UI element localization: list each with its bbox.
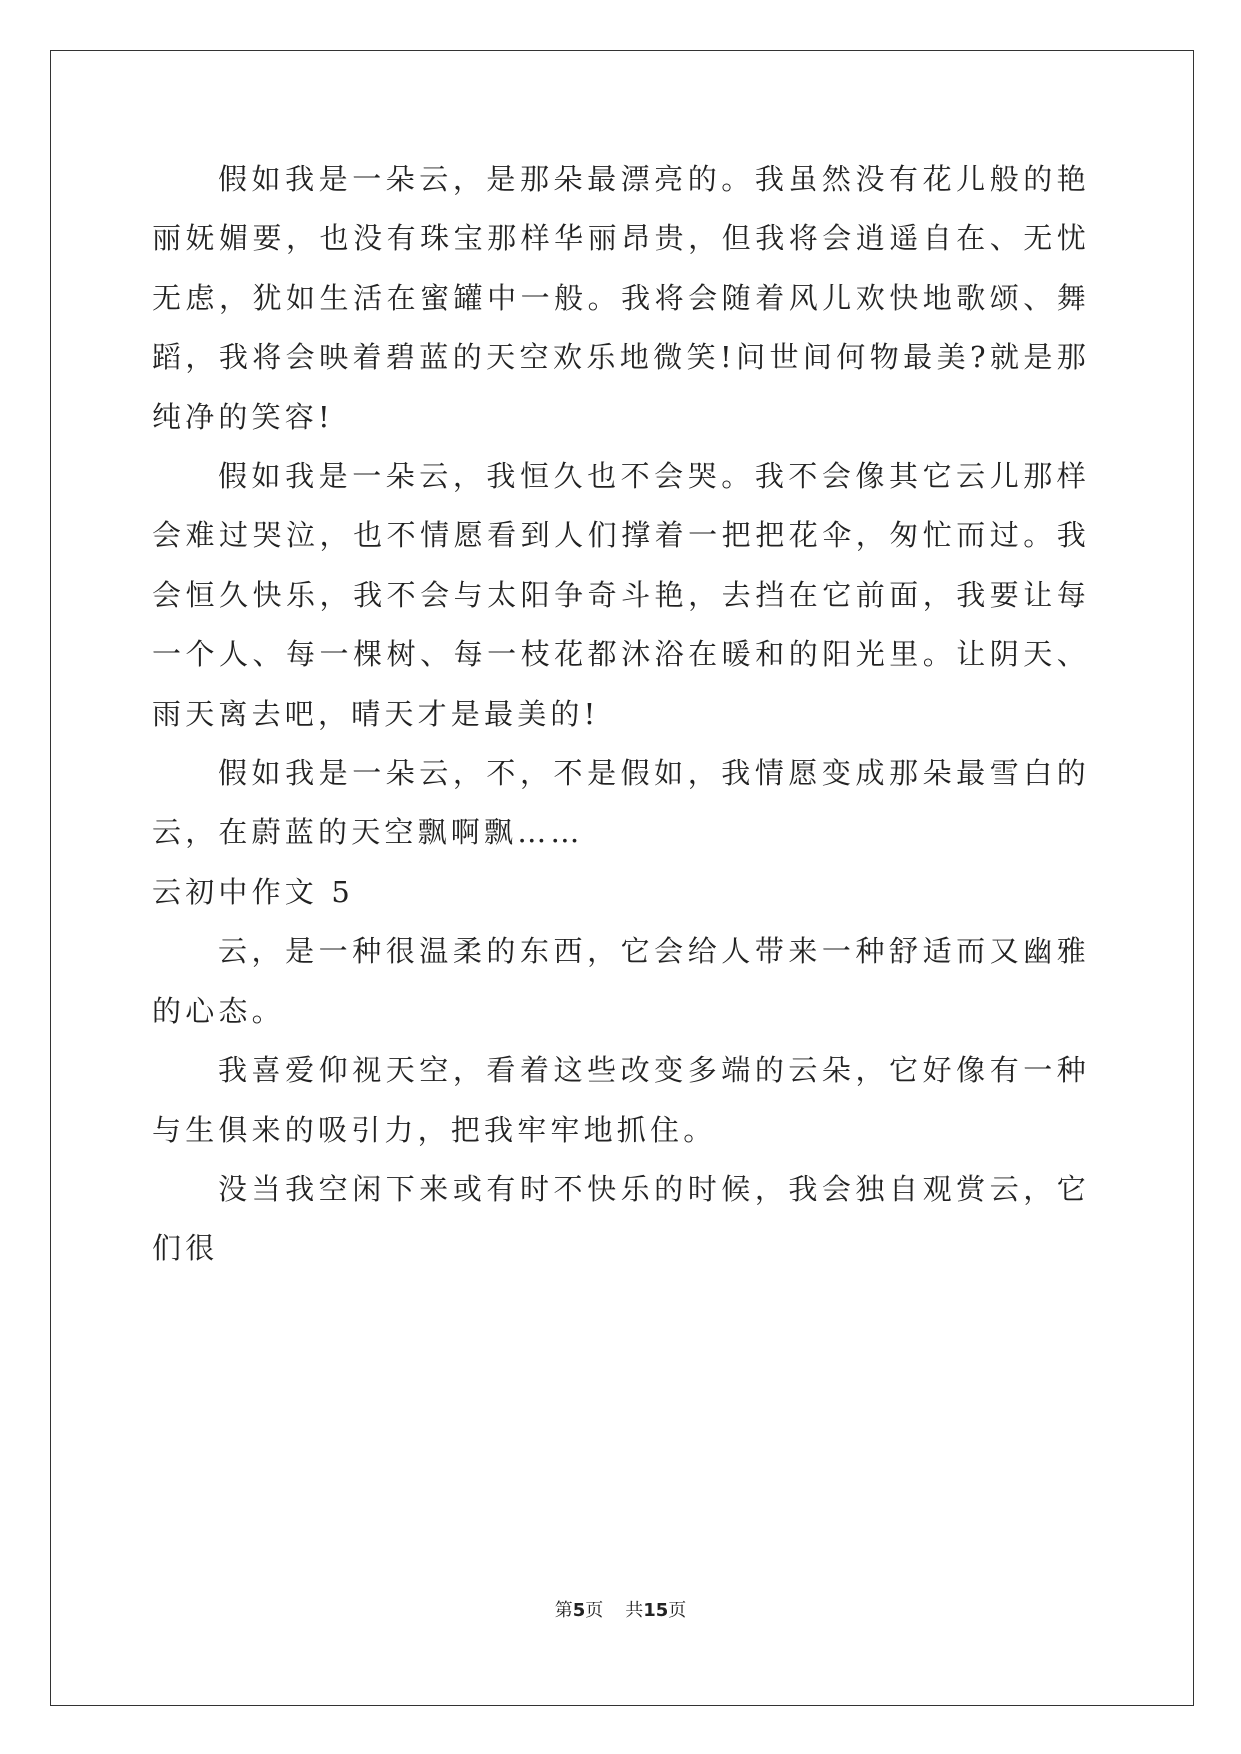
paragraph: 假如我是一朵云，我恒久也不会哭。我不会像其它云儿那样会难过哭泣，也不情愿看到人们撑着一把把花伞，匆忙而过。我会恒久快乐，我不会与太阳争奇斗艳，去挡在它前面，我要让每一个人、每一棵树、每一枝花都沐浴在暖和的阳光里。让阴天、雨天离去吧，晴天才是最美的! <box>152 459 1090 731</box>
page-suffix: 页 <box>585 1600 604 1621</box>
page-footer <box>0 1596 1241 1622</box>
paragraph: 没当我空闲下来或有时不快乐的时候，我会独自观赏云，它们很 <box>152 1171 1090 1266</box>
paragraph: 我喜爱仰视天空，看着这些改变多端的云朵，它好像有一种与生俱来的吸引力，把我牢牢地抓住。 <box>152 1053 1090 1147</box>
total-suffix: 页 <box>668 1600 687 1621</box>
document-body <box>152 150 1090 1279</box>
page-number: 5 <box>572 1600 586 1621</box>
paragraph: 云，是一种很温柔的东西，它会给人带来一种舒适而又幽雅的心态。 <box>152 934 1090 1028</box>
page-prefix: 第 <box>554 1600 573 1621</box>
total-prefix: 共 <box>625 1600 644 1621</box>
section-heading: 云初中作文 5 <box>152 874 355 909</box>
paragraph: 假如我是一朵云，不，不是假如，我情愿变成那朵最雪白的云，在蔚蓝的天空飘啊飘…… <box>152 756 1090 850</box>
paragraph: 假如我是一朵云，是那朵最漂亮的。我虽然没有花儿般的艳丽妩媚要，也没有珠宝那样华丽昂贵，但我将会逍遥自在、无忧无虑，犹如生活在蜜罐中一般。我将会随着风儿欢快地歌颂、舞蹈，我将会映着碧蓝的天空欢乐地微笑!问世间何物最美?就是那纯净的笑容! <box>152 162 1090 434</box>
total-pages: 15 <box>643 1600 669 1621</box>
